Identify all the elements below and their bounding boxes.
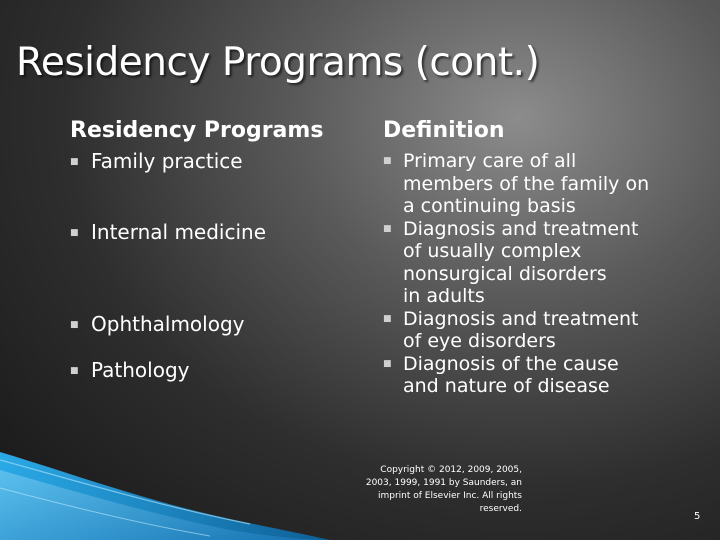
definition-line: members of the family on bbox=[403, 172, 650, 195]
definition-text bbox=[403, 218, 639, 308]
definition-line: Diagnosis of the cause bbox=[403, 352, 619, 375]
square-bullet-icon: ■ bbox=[383, 313, 392, 324]
programs-column-heading: Residency Programs bbox=[70, 118, 324, 143]
definition-line: Primary care of all bbox=[403, 150, 577, 172]
definition-item-family-practice bbox=[383, 150, 683, 218]
definition-item-ophthalmology bbox=[383, 308, 683, 353]
square-bullet-icon: ■ bbox=[70, 157, 79, 167]
copyright-line: Copyright © 2012, 2009, 2005, bbox=[380, 465, 522, 475]
definition-line: a continuing basis bbox=[403, 195, 576, 217]
definition-line: Diagnosis and treatment bbox=[403, 217, 639, 240]
definition-item-pathology bbox=[383, 353, 683, 398]
definition-line: of eye disorders bbox=[403, 330, 556, 352]
page-number: 5 bbox=[694, 511, 701, 522]
program-label: Family practice bbox=[91, 149, 243, 173]
definition-line: and nature of disease bbox=[403, 375, 610, 397]
program-label: Pathology bbox=[91, 358, 190, 382]
program-label: Ophthalmology bbox=[91, 312, 245, 336]
definition-text bbox=[403, 308, 639, 353]
definition-text bbox=[403, 150, 649, 218]
definition-item-internal-medicine bbox=[383, 218, 683, 308]
square-bullet-icon: ■ bbox=[70, 366, 79, 376]
square-bullet-icon: ■ bbox=[70, 228, 79, 238]
definition-line: in adults bbox=[403, 285, 485, 307]
copyright-line: imprint of Elsevier Inc. All rights bbox=[377, 491, 522, 501]
definition-line: of usually complex bbox=[403, 240, 582, 262]
square-bullet-icon: ■ bbox=[70, 320, 79, 330]
definition-line: Diagnosis and treatment bbox=[403, 307, 639, 330]
blue-wave-decoration bbox=[0, 440, 330, 540]
copyright-line: 2003, 1999, 1991 by Saunders, an bbox=[365, 478, 522, 488]
program-label: Internal medicine bbox=[91, 220, 267, 244]
copyright-notice bbox=[340, 464, 522, 516]
square-bullet-icon: ■ bbox=[383, 223, 392, 234]
program-item-pathology bbox=[70, 358, 190, 382]
definition-line: nonsurgical disorders bbox=[403, 262, 607, 285]
program-item-internal-medicine bbox=[70, 220, 266, 244]
square-bullet-icon: ■ bbox=[383, 358, 392, 369]
definition-text bbox=[403, 353, 619, 398]
square-bullet-icon: ■ bbox=[383, 156, 392, 166]
copyright-line: reserved. bbox=[479, 504, 522, 514]
program-item-family-practice bbox=[70, 149, 243, 173]
program-item-ophthalmology bbox=[70, 312, 245, 336]
definition-column-heading: Definition bbox=[383, 118, 505, 143]
definitions-list bbox=[383, 150, 683, 398]
slide-title: Residency Programs (cont.) bbox=[16, 40, 540, 85]
